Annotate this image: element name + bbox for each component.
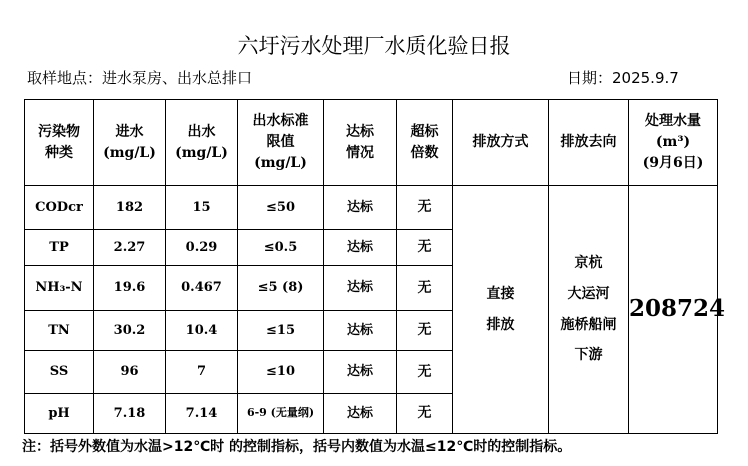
compliance-status: 达标 [324,266,397,311]
inflow-value: 2.27 [94,230,166,266]
header-discharge-method: 排放方式 [453,100,549,186]
header-exceed-multiple: 超标 倍数 [397,100,453,186]
exceed-value: 无 [397,186,453,230]
exceed-value: 无 [397,266,453,311]
limit-value: ≤0.5 [238,230,324,266]
exceed-value: 无 [397,351,453,394]
outflow-value: 15 [166,186,238,230]
limit-value: 6-9 (无量纲) [238,394,324,434]
header-standard-limit: 出水标准 限值 (mg/L) [238,100,324,186]
header-pollutant: 污染物 种类 [25,100,94,186]
outflow-value: 10.4 [166,311,238,351]
outflow-value: 7 [166,351,238,394]
header-treated-volume: 处理水量 (m³) (9月6日) [629,100,718,186]
outflow-value: 0.29 [166,230,238,266]
compliance-status: 达标 [324,311,397,351]
outflow-value: 0.467 [166,266,238,311]
discharge-method: 直接 排放 [453,186,549,434]
report-title: 六圩污水处理厂水质化验日报 [237,34,511,58]
header-discharge-destination: 排放去向 [549,100,629,186]
outflow-value: 7.14 [166,394,238,434]
header-row [25,100,718,186]
inflow-value: 7.18 [94,394,166,434]
compliance-status: 达标 [324,186,397,230]
limit-value: ≤50 [238,186,324,230]
pollutant-name: SS [25,351,94,394]
table-row [25,186,718,230]
exceed-value: 无 [397,394,453,434]
compliance-status: 达标 [324,230,397,266]
footnote: 注：括号外数值为水温>12℃时 的控制指标，括号内数值为水温≤12℃时的控制指标。 [22,439,572,455]
treated-volume-value: 208724 [629,186,718,434]
inflow-value: 96 [94,351,166,394]
header-compliance: 达标 情况 [324,100,397,186]
compliance-status: 达标 [324,351,397,394]
limit-value: ≤10 [238,351,324,394]
pollutant-name: TP [25,230,94,266]
inflow-value: 30.2 [94,311,166,351]
limit-value: ≤5 (8) [238,266,324,311]
exceed-value: 无 [397,311,453,351]
header-inflow: 进水 (mg/L) [94,100,166,186]
header-outflow: 出水 (mg/L) [166,100,238,186]
limit-value: ≤15 [238,311,324,351]
pollutant-name: CODcr [25,186,94,230]
exceed-value: 无 [397,230,453,266]
water-quality-table [24,99,726,434]
discharge-destination: 京杭 大运河 施桥船闸 下游 [549,186,629,434]
inflow-value: 182 [94,186,166,230]
compliance-status: 达标 [324,394,397,434]
sampling-location: 取样地点：进水泵房、出水总排口 [27,69,253,87]
pollutant-name: pH [25,394,94,434]
inflow-value: 19.6 [94,266,166,311]
pollutant-name: TN [25,311,94,351]
pollutant-name: NH₃-N [25,266,94,311]
report-date: 日期：2025.9.7 [567,69,679,87]
